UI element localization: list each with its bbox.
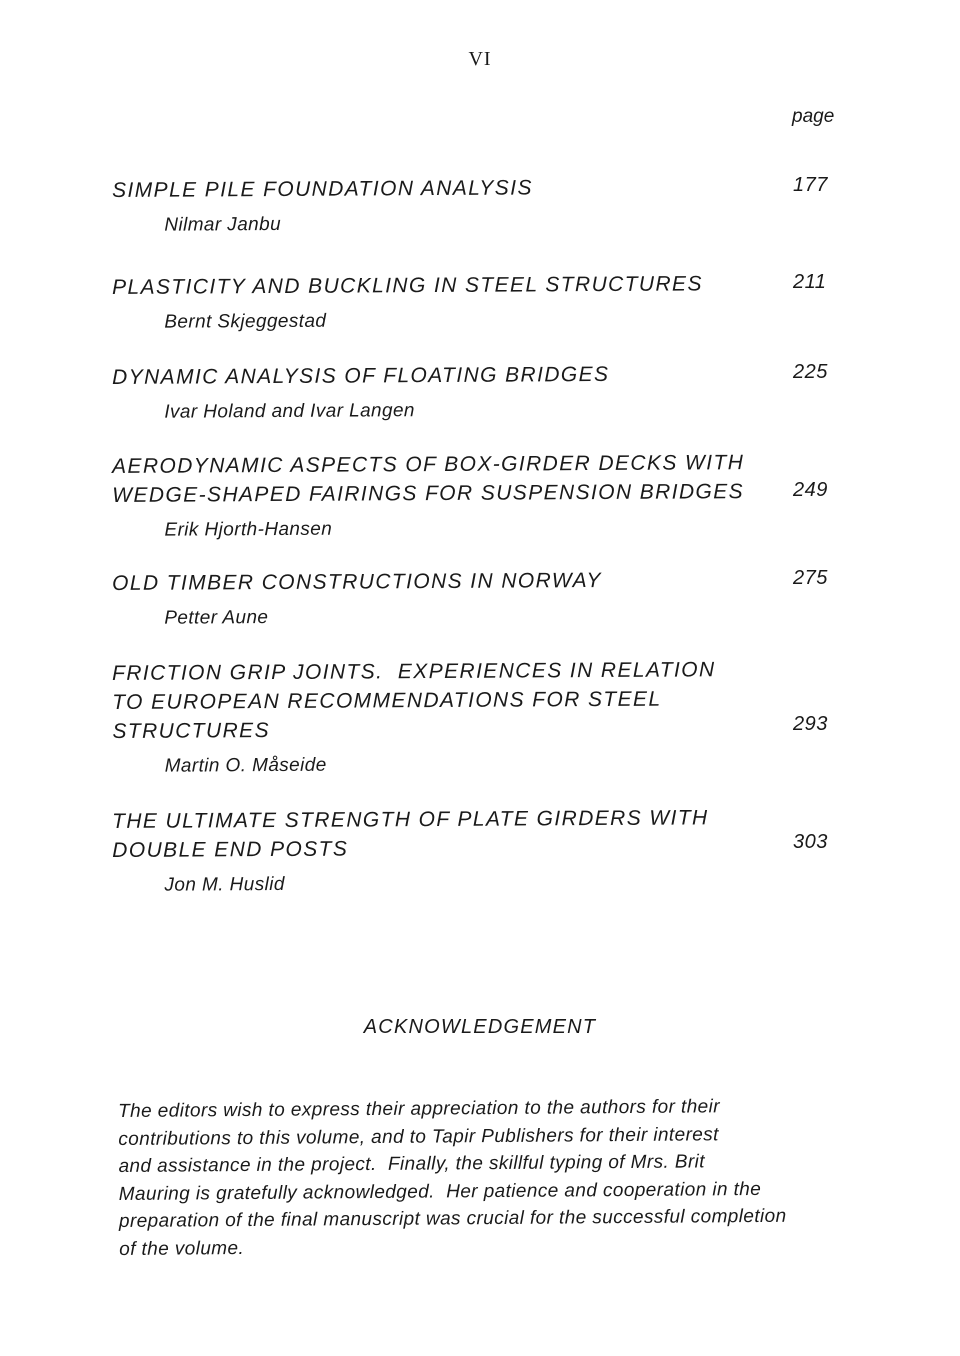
entry-title: AERODYNAMIC ASPECTS OF BOX-GIRDER DECKS WITH [112,451,745,478]
entry-title: DYNAMIC ANALYSIS OF FLOATING BRIDGES [112,362,610,389]
toc-entry [112,269,752,334]
entry-title: STRUCTURES [112,719,271,743]
entry-page-number: 275 [793,567,828,589]
entry-author: Ivar Holand and Ivar Langen [164,400,415,423]
toc-entry [112,448,753,542]
entry-author: Jon M. Huslid [164,873,285,896]
entry-author: Petter Aune [164,607,269,629]
entry-title: FRICTION GRIP JOINTS. EXPERIENCES IN RELATION [112,658,716,685]
entry-title: PLASTICITY AND BUCKLING IN STEEL STRUCTURES [112,272,703,299]
acknowledgement-line: Mauring is gratefully acknowledged. Her patience and cooperation in the [118,1178,762,1205]
toc-entry [112,565,752,630]
entry-page-number: 303 [793,831,828,853]
entry-page-number: 225 [793,361,828,383]
entry-title: SIMPLE PILE FOUNDATION ANALYSIS [112,176,533,202]
entry-title: WEDGE-SHAPED FAIRINGS FOR SUSPENSION BRIDGES [112,480,745,507]
acknowledgement-line: The editors wish to express their appreciation to the authors for their [118,1096,721,1122]
acknowledgement-line: of the volume. [119,1237,245,1260]
acknowledgement-line: contributions to this volume, and to Tapir Publishers for their interest [118,1123,719,1150]
entry-title: TO EUROPEAN RECOMMENDATIONS FOR STEEL [112,687,662,714]
entry-title: DOUBLE END POSTS [112,837,349,862]
acknowledgement-body [118,1092,919,1264]
acknowledgement-heading: ACKNOWLEDGEMENT [363,1016,597,1038]
entry-page-number: 293 [793,713,828,735]
entry-page-number: 211 [793,271,827,293]
acknowledgement-line: preparation of the final manuscript was crucial for the successful completion [118,1206,787,1233]
entry-page-number: 249 [793,479,828,501]
page-number: VI [468,48,492,70]
entry-title: OLD TIMBER CONSTRUCTIONS IN NORWAY [112,569,602,595]
acknowledgement-line: and assistance in the project. Finally, the skillful typing of Mrs. Brit [118,1151,706,1178]
page-column-label: page [792,106,835,127]
entry-page-number: 177 [793,174,828,196]
entry-author: Martin O. Måseide [164,754,327,777]
toc-entry [112,655,753,778]
entry-title: THE ULTIMATE STRENGTH OF PLATE GIRDERS WITH [112,806,709,833]
toc-entry [112,172,752,237]
toc-entry [112,803,753,897]
entry-author: Bernt Skjeggestad [164,310,327,333]
entry-author: Erik Hjorth-Hansen [164,518,333,541]
entry-author: Nilmar Janbu [164,213,282,236]
toc-entry [112,359,752,424]
